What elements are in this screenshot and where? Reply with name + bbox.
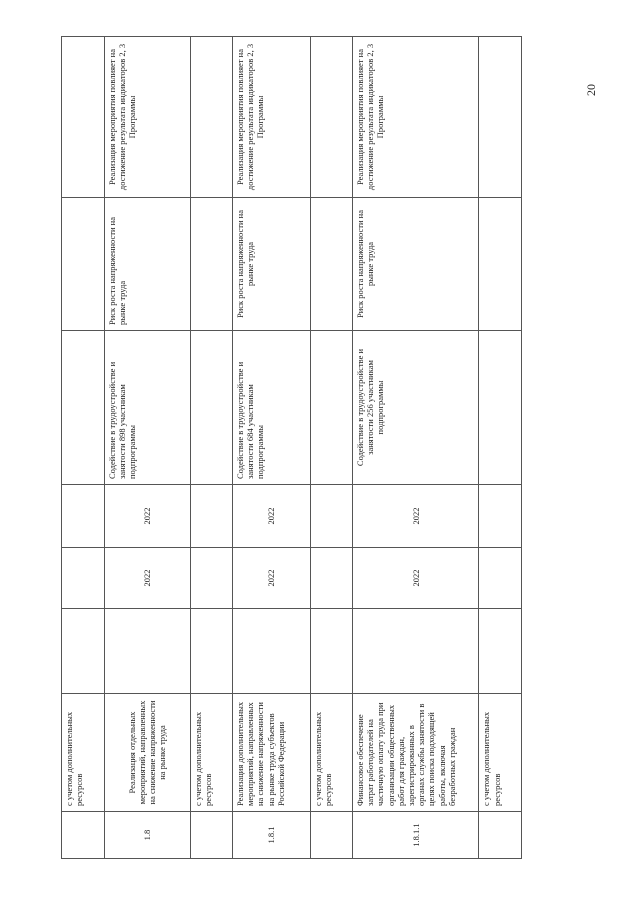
- cell-empty: [62, 548, 105, 609]
- cell-empty: [62, 198, 105, 331]
- cell-empty: [233, 609, 310, 694]
- cell-result: Содействие в трудоустройстве и занятости 256 участникам подпрограммы: [353, 331, 479, 485]
- cell-empty: [479, 548, 522, 609]
- cell-empty: [190, 331, 233, 485]
- rotated-table: [61, 37, 522, 859]
- cell-empty: [310, 485, 353, 548]
- cell-empty: [62, 331, 105, 485]
- cell-empty: [310, 37, 353, 198]
- table-row: [479, 37, 522, 859]
- table-row: [190, 37, 233, 859]
- activities-table: [61, 36, 522, 859]
- cell-end-year: 2022: [233, 485, 310, 548]
- cell-empty: [190, 198, 233, 331]
- cell-name: Финансовое обеспечение затрат работодателей на частичную оплату труда при организации общественных работ для граждан, зарегистрированных в органах службы занятости в целях поиска подходящей работы, включая безработных граждан: [353, 694, 479, 812]
- cell-empty: [310, 198, 353, 331]
- cell-empty: [310, 548, 353, 609]
- table-row: [310, 37, 353, 859]
- cell-num: [310, 812, 353, 859]
- cell-start-year: 2022: [353, 548, 479, 609]
- cell-num: 1.8.1: [233, 812, 310, 859]
- cell-empty: [479, 198, 522, 331]
- cell-num: 1.8.1.1: [353, 812, 479, 859]
- cell-resources-label: с учетом дополнительных ресурсов: [62, 694, 105, 812]
- cell-empty: [104, 609, 190, 694]
- cell-resources-label: с учетом дополнительных ресурсов: [190, 694, 233, 812]
- cell-empty: [353, 609, 479, 694]
- cell-impact: Реализация мероприятия повлияет на достижение результата индикаторов 2, 3 Программы: [233, 37, 310, 198]
- cell-empty: [479, 609, 522, 694]
- cell-result: Содействие в трудоустройстве и занятости 684 участникам подпрограммы: [233, 331, 310, 485]
- table-row: [233, 37, 310, 859]
- cell-risk: Риск роста напряженности на рынке труда: [104, 198, 190, 331]
- cell-empty: [190, 548, 233, 609]
- table-row: [62, 37, 105, 859]
- cell-end-year: 2022: [353, 485, 479, 548]
- cell-num: 1.8: [104, 812, 190, 859]
- cell-num: [190, 812, 233, 859]
- cell-empty: [62, 37, 105, 198]
- cell-num: [62, 812, 105, 859]
- cell-start-year: 2022: [104, 548, 190, 609]
- cell-empty: [62, 485, 105, 548]
- cell-empty: [310, 331, 353, 485]
- cell-num: [479, 812, 522, 859]
- cell-end-year: 2022: [104, 485, 190, 548]
- cell-risk: Риск роста напряженности на рынке труда: [233, 198, 310, 331]
- cell-name: Реализация отдельных мероприятий, направленных на снижение напряженности на рынке труда: [104, 694, 190, 812]
- cell-start-year: 2022: [233, 548, 310, 609]
- cell-name: Реализация дополнительных мероприятий, направленных на снижение напряженности на рынке труда субъектов Российской Федерации: [233, 694, 310, 812]
- cell-empty: [62, 609, 105, 694]
- cell-empty: [479, 485, 522, 548]
- cell-empty: [190, 37, 233, 198]
- cell-resources-label: с учетом дополнительных ресурсов: [310, 694, 353, 812]
- cell-resources-label: с учетом дополнительных ресурсов: [479, 694, 522, 812]
- cell-empty: [310, 609, 353, 694]
- cell-empty: [479, 37, 522, 198]
- table-row: [104, 37, 190, 859]
- cell-empty: [190, 609, 233, 694]
- table-row: [353, 37, 479, 859]
- cell-impact: Реализация мероприятия повлияет на достижение результата индикаторов 2, 3 Программы: [353, 37, 479, 198]
- cell-risk: Риск роста напряженности на рынке труда: [353, 198, 479, 331]
- cell-result: Содействие в трудоустройстве и занятости 898 участникам подпрограммы: [104, 331, 190, 485]
- page-number: 20: [584, 84, 598, 96]
- cell-empty: [190, 485, 233, 548]
- cell-empty: [479, 331, 522, 485]
- cell-impact: Реализация мероприятия повлияет на достижение результата индикаторов 2, 3 Программы: [104, 37, 190, 198]
